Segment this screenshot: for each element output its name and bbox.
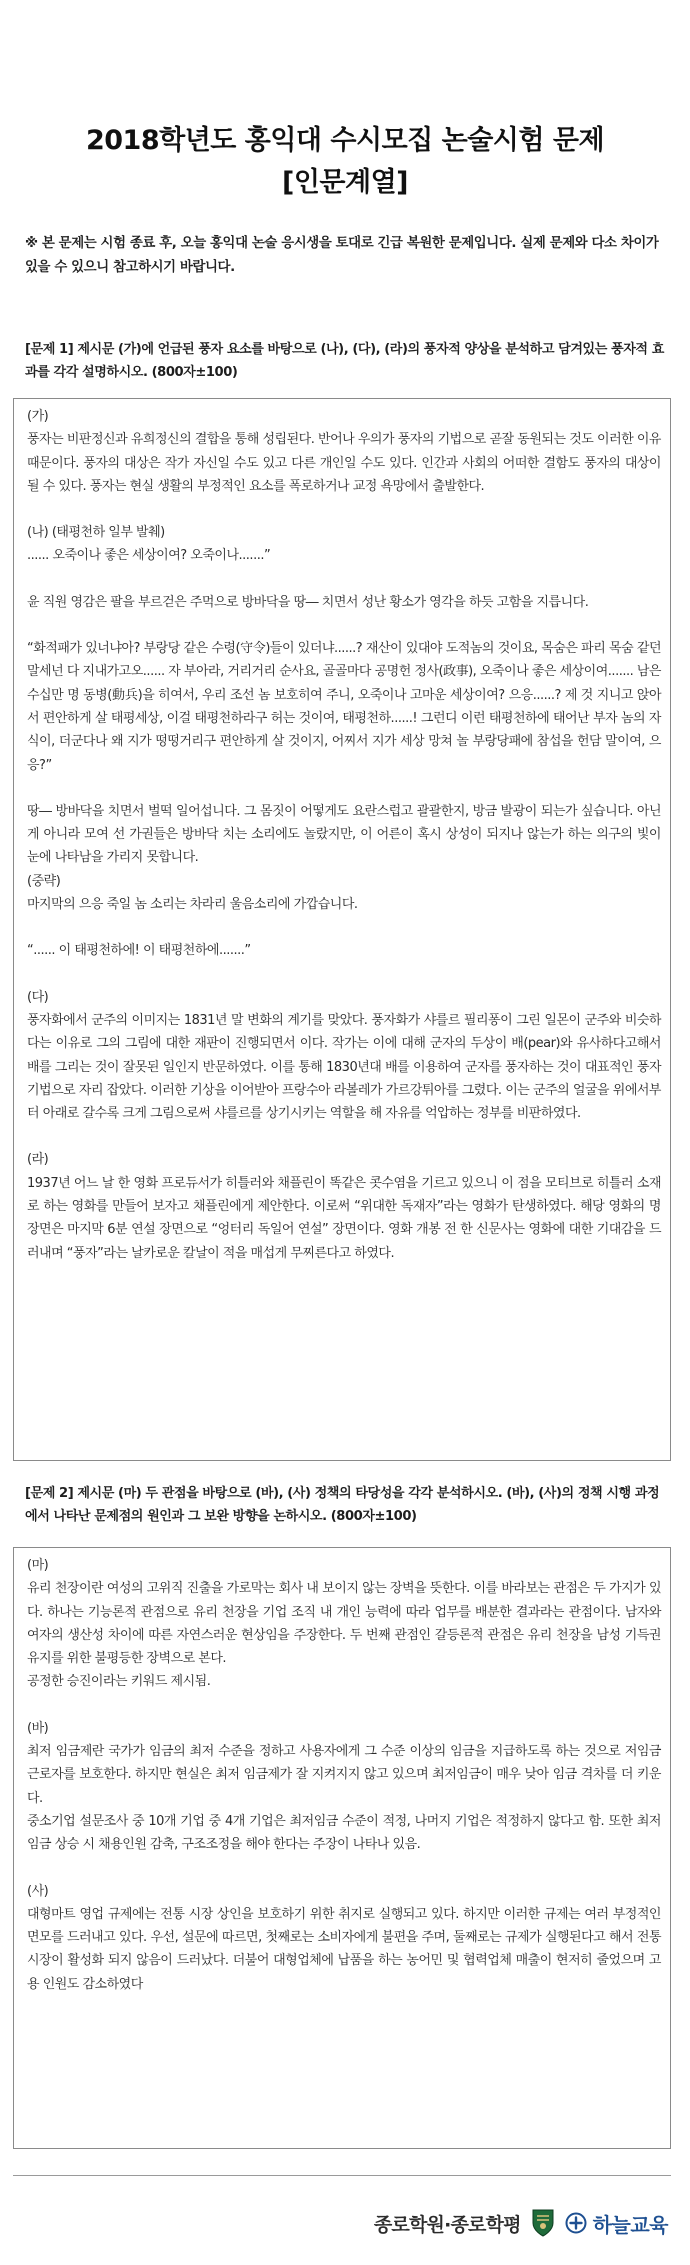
- passage-paragraph: 대형마트 영업 규제에는 전통 시장 상인을 보호하기 위한 취지로 실행되고 있다. 하지만 이러한 규제는 여러 부정적인 면모를 드러내고 있다. 우선, 설문에 따르면, 첫째로는 소비자에게 불편을 주며, 둘째로는 규제가 실행된다고 해서 전통시장이 활성화 되지 않음이 드러났다. 더불어 대형업체에 납품을 하는 농어민 및 협력업체 매출이 현저히 줄었으며 고용 인원도 감소하였다: [27, 1906, 661, 1992]
- passage-paragraph: 유리 천장이란 여성의 고위직 진출을 가로막는 회사 내 보이지 않는 장벽을 뜻한다. 이를 바라보는 관점은 두 가지가 있다. 하나는 기능론적 관점으로 유리 천장을 기업 조직 내 개인 능력에 따라 업무를 배분한 결과라는 관점이다. 남자와 여자의 생산성 차이에 따른 자연스러운 현상임을 주장한다. 두 번째 관점인 갈등론적 관점은 유리 천장을 남성 기득권 유지를 위한 불평등한 장벽으로 본다.: [27, 1581, 661, 1667]
- paragraph-gap: [27, 1694, 661, 1717]
- document-subtitle: [인문계열]: [281, 167, 408, 198]
- circle-plus-icon: [565, 2212, 587, 2234]
- passage-paragraph: “화적패가 있너냐아? 부랑당 같은 수령(守令)들이 있더냐......? 재산이 있대야 도적놈의 것이요, 목숨은 파리 목숨 같던 말세넌 다 지내가고오...... 자 부아라, 거리거리 순사요, 골골마다 공명헌 정사(政事), 오죽이나 좋은 세상이여....... 남은 수십만 명 동병(動兵)을 히여서, 우리 조선 놈 보호히여 주니, 오죽이나 고마운 세상이여? 으응......? 제 것 지니고 앉아서 편안하게 살 태평세상, 이걸 태평천하라구 허는 것이여, 태평천하......! 그런디 이런 태평천하에 태어난 부자 놈의 자식이, 더군다나 왜 지가 떵떵거리구 편안하게 살 것이지, 어찌서 지가 세상 망쳐 놀 부랑당패에 참섭을 헌담 말이여, 으응?”: [27, 641, 661, 773]
- passage-paragraph: 공정한 승진이라는 키워드 제시됨.: [27, 1674, 211, 1690]
- question-2-passages: [13, 1547, 671, 2149]
- question-2-prompt: [문제 2] 제시문 (마) 두 관점을 바탕으로 (바), (사) 정책의 타당성을 각각 분석하시오. (바), (사)의 정책 시행 과정에서 나타난 문제점의 원인과 그 보완 방향을 논하시오. (800자±100): [25, 1486, 660, 1524]
- shield-crest-icon: [531, 2208, 555, 2238]
- paragraph-gap: [27, 568, 661, 591]
- footer-divider: [13, 2175, 671, 2176]
- document-title: 2018학년도 홍익대 수시모집 논술시험 문제: [85, 125, 605, 156]
- passage-paragraph: 풍자화에서 군주의 이미지는 1831년 말 변화의 계기를 맞았다. 풍자화가 샤를르 필리퐁이 그린 일몬이 군주와 비슷하다는 이유로 그의 그림에 대한 재판이 진행되면서 이다. 작가는 이에 대해 군자의 두상이 배(pear)와 유사하다고해서 배를 그리는 것이 잘못된 일인지 반문하였다. 이를 통해 1830년대 배를 이용하여 군자를 풍자하는 것이 대표적인 풍자 기법으로 자리 잡았다. 이러한 기상을 이어받아 프랑수아 라볼레가 가르강튀아를 그렸다. 이는 군주의 얼굴을 위에서부터 아래로 갈수록 크게 그림으로써 샤를르를 상기시키는 역할을 해 자유를 억압하는 정부를 비판하였다.: [27, 1012, 661, 1122]
- passage-paragraph: (중략): [27, 873, 61, 889]
- brand-hanul: [565, 2209, 668, 2238]
- paragraph-gap: [27, 916, 661, 939]
- passage-paragraph: 중소기업 설문조사 중 10개 기업 중 4개 기업은 최저임금 수준이 적정, 나머지 기업은 적정하지 않다고 함. 또한 최저임금 상승 시 채용인원 감축, 구조조정을 해야 한다는 주장이 나타나 있음.: [27, 1813, 661, 1853]
- passage-paragraph: 마지막의 으응 죽일 놈 소리는 차라리 울음소리에 가깝습니다.: [27, 897, 358, 913]
- paragraph-gap: [27, 1857, 661, 1880]
- passage-paragraph: 풍자는 비판정신과 유희정신의 결합을 통해 성립된다. 반어나 우의가 풍자의 기법으로 곧잘 동원되는 것도 이러한 이유 때문이다. 풍자의 대상은 작가 자신일 수도 있고 다른 개인일 수도 있다. 인간과 사회의 어떠한 결함도 풍자의 대상이 될 수 있다. 풍자는 현실 생활의 부정적인 요소를 폭로하거나 교정 욕망에서 출발한다.: [27, 432, 661, 494]
- question-1-passages: [13, 398, 671, 1461]
- passage-label: (다): [27, 989, 49, 1005]
- passage-label: (나) (태평천하 일부 발췌): [27, 525, 165, 541]
- passage-paragraph: 최저 임금제란 국가가 임금의 최저 수준을 정하고 사용자에게 그 수준 이상의 임금을 지급하도록 하는 것으로 저임금 근로자를 보호한다. 하지만 현실은 최저 임금제가 잘 지켜지지 않고 있으며 최저임금이 매우 낮아 임금 격차를 더 키운다.: [27, 1744, 661, 1806]
- paragraph-gap: [27, 777, 661, 800]
- passage-label: (마): [27, 1558, 49, 1573]
- paragraph-gap: [27, 498, 661, 521]
- paragraph-gap: [27, 1125, 661, 1148]
- passage-paragraph: 윤 직원 영감은 팔을 부르걷은 주먹으로 방바닥을 땅― 치면서 성난 황소가 영각을 하듯 고함을 지릅니다.: [27, 594, 589, 610]
- footer: [374, 2203, 668, 2243]
- brand-jongro: 종로학원·종로학평: [373, 2213, 521, 2236]
- brand-hanul-label: 하늘교육: [592, 2212, 668, 2237]
- passage-label: (바): [27, 1720, 49, 1736]
- passage-paragraph: “...... 이 태평천하에! 이 태평천하에.......”: [27, 943, 251, 959]
- notice-text: ※ 본 문제는 시험 종료 후, 오늘 홍익대 논술 응시생을 토대로 긴급 복원한 문제입니다. 실제 문제와 다소 차이가 있을 수 있으니 참고하시기 바랍니다.: [25, 236, 659, 275]
- passage-label: (라): [27, 1152, 49, 1168]
- passage-paragraph: 1937년 어느 날 한 영화 프로듀서가 히틀러와 채플린이 똑같은 콧수염을 기르고 있으니 이 점을 모티브로 히틀러 소재로 하는 영화를 만들어 보자고 채플린에게 제안한다. 이로써 “위대한 독재자”라는 영화가 탄생하였다. 해당 영화의 명장면은 마지막 6분 연설 장면으로 “엉터리 독일어 연설” 장면이다. 영화 개봉 전 한 신문사는 영화에 대한 기대감을 드러내며 “풍자”라는 날카로운 칼날이 적을 매섭게 무찌른다고 하였다.: [27, 1175, 661, 1261]
- passage-paragraph: 땅― 방바닥을 치면서 벌떡 일어섭니다. 그 몸짓이 어떻게도 요란스럽고 괄괄한지, 방금 발광이 되는가 싶습니다. 아닌 게 아니라 모여 선 가권들은 방바닥 치는 소리에도 놀랐지만, 이 어른이 혹시 상성이 되지나 않는가 하는 의구의 빛이 눈에 나타남을 가리지 못합니다.: [27, 803, 661, 866]
- passage-label: (가): [27, 409, 49, 424]
- passage-paragraph: ...... 오죽이나 좋은 세상이여? 오죽이나.......”: [27, 548, 271, 564]
- question-1-prompt: [문제 1] 제시문 (가)에 언급된 풍자 요소를 바탕으로 (나), (다), (라)의 풍자적 양상을 분석하고 담겨있는 풍자적 효과를 각각 설명하시오. (800자±100): [25, 342, 664, 380]
- paragraph-gap: [27, 963, 661, 986]
- paragraph-gap: [27, 614, 661, 637]
- passage-label: (사): [27, 1883, 49, 1899]
